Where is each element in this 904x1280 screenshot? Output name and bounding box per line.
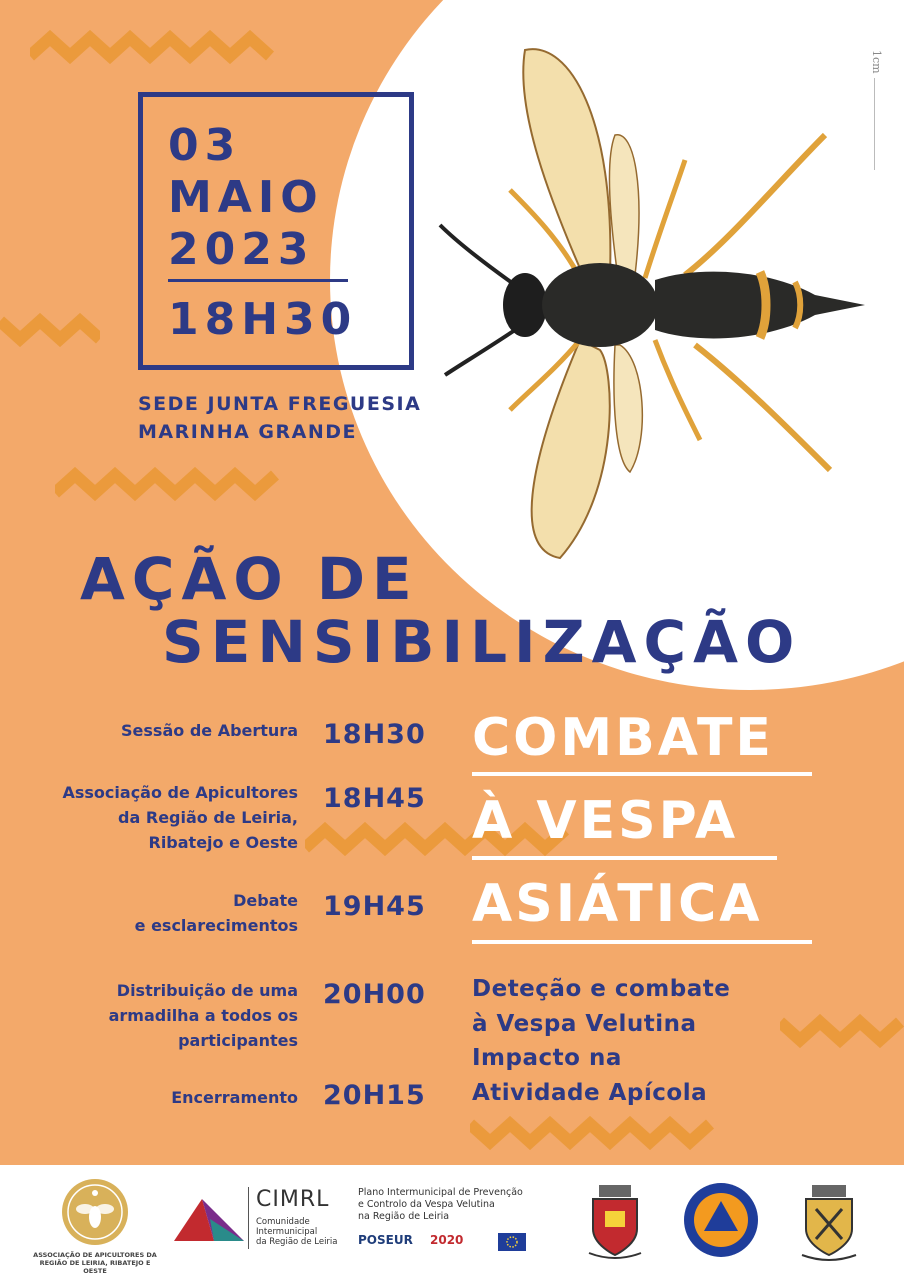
event-day: 03	[168, 120, 242, 171]
schedule-item-time: 20H00	[323, 979, 426, 1010]
association-name-line-2: REGIÃO DE LEIRIA, RIBATEJO E OESTE	[39, 1259, 151, 1275]
venue-line-1: SEDE JUNTA FREGUESIA	[138, 393, 422, 415]
funding-block	[358, 1187, 558, 1267]
plan-line-2: e Controlo da Vespa Velutina	[358, 1199, 495, 1210]
bee-icon	[60, 1177, 130, 1247]
event-year: 2023	[168, 224, 315, 275]
cimrl-logo: CIMRL Comunidade Intermunicipal da Região de Leiria	[172, 1185, 342, 1255]
portugal-2020-logo: 2020	[430, 1233, 464, 1247]
combat-title-line-3: ASIÁTICA	[472, 874, 763, 934]
venue-line-2: MARINHA GRANDE	[138, 421, 358, 443]
schedule-item-time: 18H45	[323, 783, 426, 814]
date-divider	[168, 279, 348, 282]
eu-flag-icon	[498, 1233, 526, 1251]
scale-label: 1cm	[870, 50, 883, 74]
zigzag-decoration-top	[30, 26, 275, 66]
topic-line: Deteção e combate	[472, 976, 731, 1002]
zigzag-decoration-right	[780, 1008, 904, 1053]
topic-line: Atividade Apícola	[472, 1079, 708, 1106]
topic-line: Impacto na	[472, 1045, 622, 1071]
schedule-item-label: Sessão de Abertura	[121, 721, 298, 740]
combat-title-line-1: COMBATE	[472, 708, 774, 768]
association-name-line-1: ASSOCIAÇÃO DE APICULTORES DA	[33, 1251, 157, 1259]
poseur-logo: POSEUR	[358, 1233, 413, 1247]
combat-title-rule	[472, 940, 812, 944]
event-month: MAIO	[168, 172, 324, 223]
plan-line-3: na Região de Leiria	[358, 1211, 450, 1222]
plan-line-1: Plano Intermunicipal de Prevenção	[358, 1187, 523, 1198]
schedule-item-label: Distribuição de uma armadilha a todos os participantes	[108, 981, 298, 1050]
municipal-crest-icon	[585, 1183, 645, 1261]
sponsor-footer	[0, 1165, 904, 1280]
cimrl-name: CIMRL	[256, 1187, 330, 1212]
zigzag-decoration-mid	[55, 463, 280, 508]
event-time: 18H30	[168, 294, 358, 345]
combat-title-line-2: À VESPA	[472, 791, 739, 851]
combat-title-rule	[472, 772, 812, 776]
schedule-item-time: 20H15	[323, 1080, 426, 1111]
combat-title-rule	[472, 856, 777, 860]
cimrl-logo	[174, 1197, 244, 1243]
schedule-item-label: Associação de Apicultores da Região de Leiria, Ribatejo e Oeste	[62, 783, 298, 852]
municipal-crest-icon	[798, 1183, 860, 1263]
headline-line-1: AÇÃO DE	[80, 545, 419, 613]
schedule-item-label: Encerramento	[171, 1088, 298, 1107]
association-logo	[30, 1175, 160, 1275]
topics-list	[472, 972, 730, 1110]
schedule-item-label: Debate e esclarecimentos	[134, 891, 298, 935]
schedule-item-time: 19H45	[323, 891, 426, 922]
civil-protection-icon	[682, 1181, 760, 1259]
schedule-item-time: 18H30	[323, 719, 426, 750]
zigzag-decoration-bottom	[470, 1110, 715, 1155]
zigzag-decoration-left	[0, 303, 100, 353]
wasp-illustration	[430, 40, 880, 565]
headline-line-2: SENSIBILIZAÇÃO	[162, 608, 802, 676]
topic-line: à Vespa Velutina	[472, 1010, 697, 1037]
